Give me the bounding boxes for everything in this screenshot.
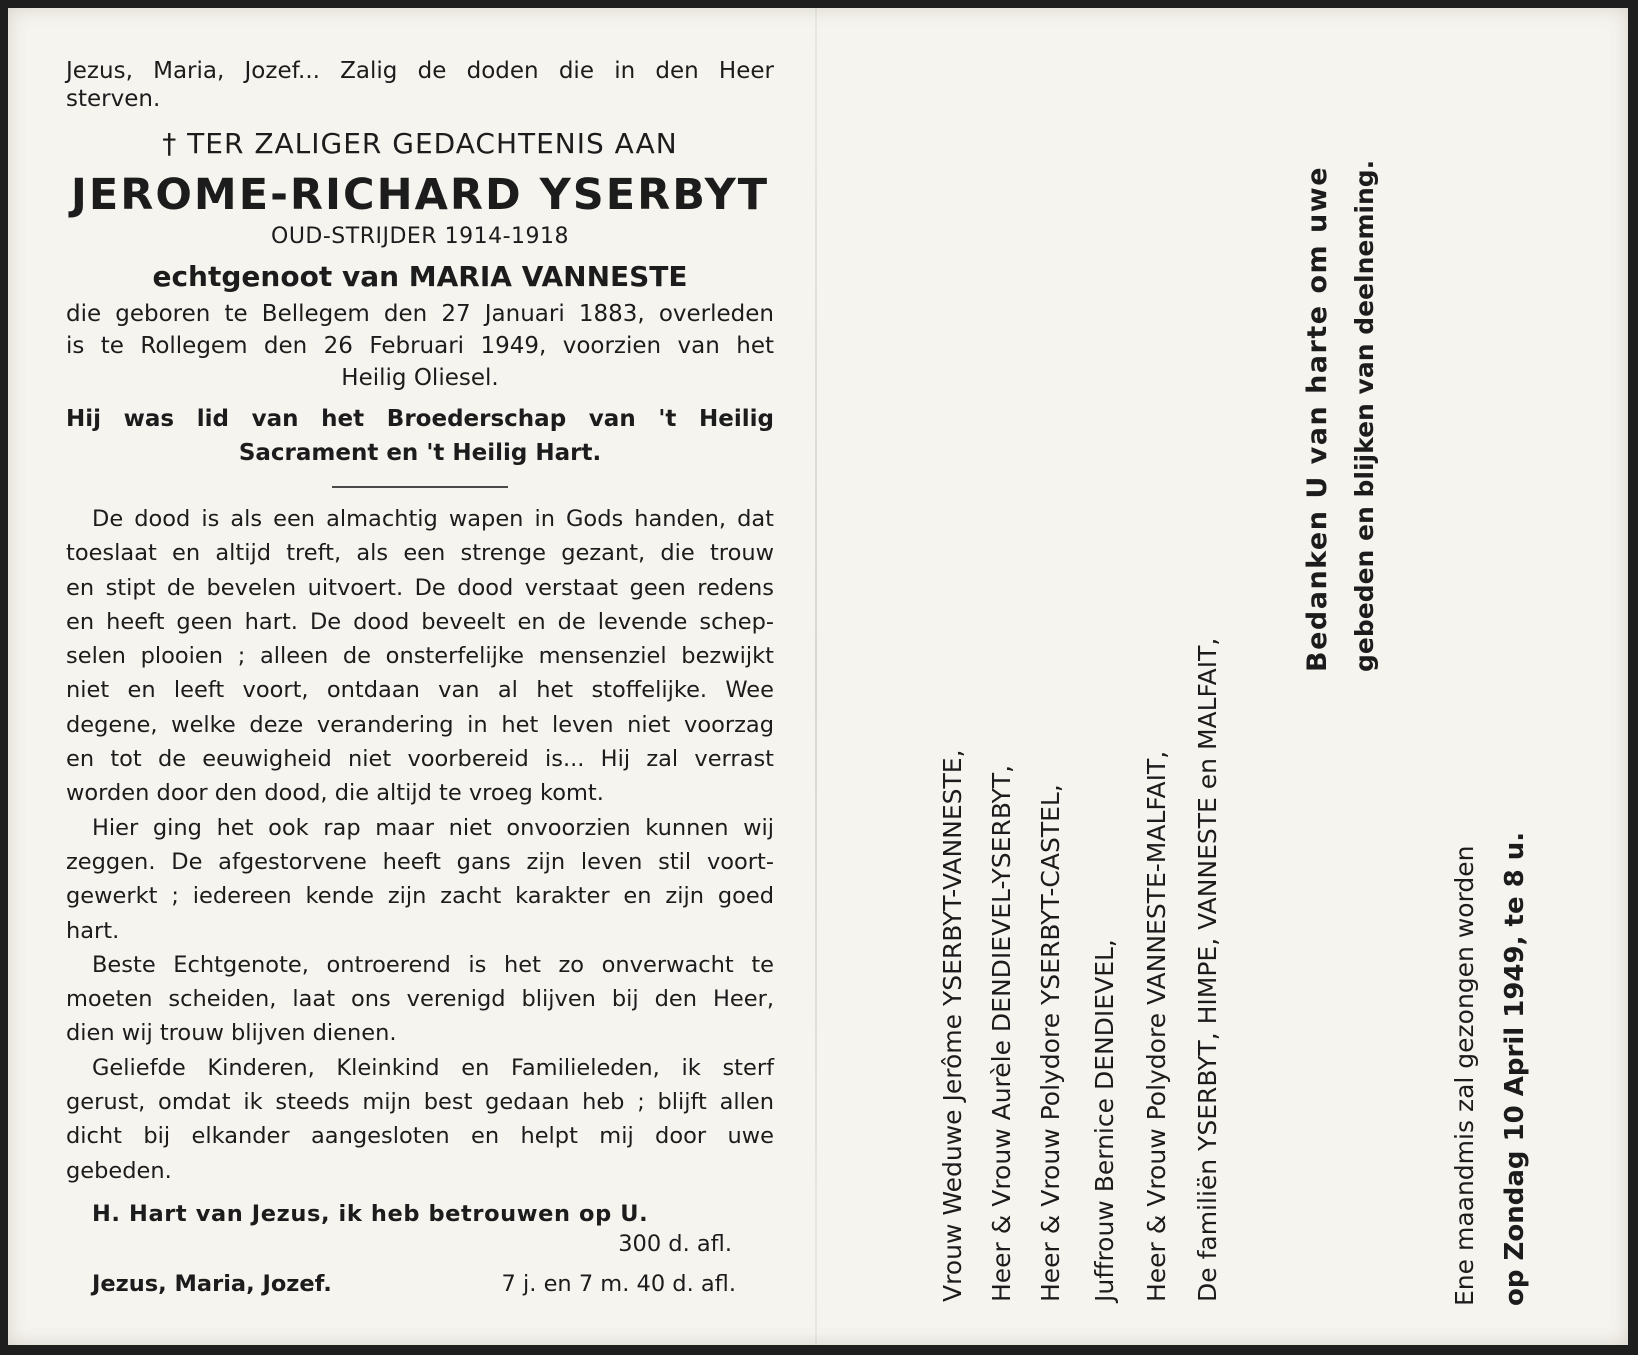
prayer-text: Jezus, Maria, Jozef. <box>92 1270 332 1297</box>
prayer-sacred-heart <box>92 1198 736 1230</box>
text-line: toeslaat en altijd treft, als een strenge gezant, die trouw <box>66 540 774 567</box>
family-line: Juffrouw Bernice DENDIEVEL, <box>1090 939 1119 1302</box>
birth-death-line: Heilig Oliesel. <box>341 365 499 391</box>
brotherhood-line: Hij was lid van het Broederschap van 't Heilig <box>66 406 774 432</box>
paragraph-family <box>66 1051 774 1188</box>
spouse-line: echtgenoot van MARIA VANNESTE <box>152 260 688 293</box>
text-line: niet en leeft voort, ontdaan van al het stoffelijke. Wee <box>66 677 774 704</box>
text-line: gerust, omdat ik steeds mijn best gedaan heb ; blijft allen <box>66 1089 774 1116</box>
family-line: Heer & Vrouw Polydore VANNESTE-MALFAIT, <box>1142 750 1171 1302</box>
text-line: gebeden. <box>66 1157 172 1184</box>
family-line: Vrouw Weduwe Jerôme YSERBYT-VANNESTE, <box>938 749 967 1302</box>
text-line: selen plooien ; alleen de onsterfelijke mensenziel bezwijkt <box>66 643 774 670</box>
text-line: Geliefde Kinderen, Kleinkind en Familieleden, ik sterf <box>92 1054 774 1081</box>
divider <box>332 486 508 488</box>
thanks-line: Bedanken U van harte om uwe <box>1302 165 1333 672</box>
text-line: dicht bij elkander aangesloten en helpt mij door uwe <box>66 1123 774 1150</box>
text-line: gewerkt ; iedereen kende zijn zacht karakter en zijn goed <box>66 883 774 910</box>
text-line: en stipt de bevelen uitvoert. De dood verstaat geen redens <box>66 574 774 601</box>
text-line: worden door den dood, die altijd te vroeg komt. <box>66 780 604 807</box>
text-line: degene, welke deze verandering in het leven niet voorzag <box>66 711 774 738</box>
mass-announcement: Ene maandmis zal gezongen worden <box>1450 845 1479 1306</box>
text-line: en tot de eeuwigheid niet voorbereid is... Hij zal verrast <box>66 746 774 773</box>
deceased-name: JEROME-RICHARD YSERBYT <box>70 170 770 220</box>
memorial-heading: † TER ZALIGER GEDACHTENIS AAN <box>162 127 678 160</box>
mass-date-text: op Zondag 10 April 1949, te 8 u. <box>1500 831 1530 1306</box>
card-fold <box>815 8 817 1345</box>
thanks-line: gebeden en blijken van deelneming. <box>1350 159 1379 672</box>
prayer-holy-family <box>92 1268 736 1300</box>
text-line: zeggen. De afgestorvene heeft gans zijn leven stil voort- <box>66 848 774 875</box>
text-line: dien wij trouw blijven dienen. <box>66 1020 397 1047</box>
birth-death-line: die geboren te Bellegem den 27 Januari 1883, overleden <box>66 301 774 327</box>
header-invocation-continued: sterven. <box>66 86 161 112</box>
family-line: De familiën YSERBYT, HIMPE, VANNESTE en MALFAIT, <box>1193 637 1222 1302</box>
header-invocation: Jezus, Maria, Jozef... Zalig de doden die in den Heer <box>66 58 774 84</box>
text-line: Beste Echtgenote, ontroerend is het zo onverwacht te <box>92 951 774 978</box>
paragraph-life <box>66 811 774 948</box>
family-line: Heer & Vrouw Polydore YSERBYT-CASTEL, <box>1036 784 1065 1302</box>
indulgence-note: 300 d. afl. <box>618 1230 732 1257</box>
veteran-line: OUD-STRIJDER 1914-1918 <box>271 224 569 249</box>
text-line: De dood is als een almachtig wapen in Gods handen, dat <box>92 506 774 532</box>
text-line: hart. <box>66 917 120 944</box>
birth-death-line: is te Rollegem den 26 Februari 1949, voorzien van het <box>66 333 774 359</box>
prayer-block <box>66 1198 774 1300</box>
text-line: moeten scheiden, laat ons verenigd blijven bij den Heer, <box>66 986 774 1013</box>
mass-date <box>1500 832 1530 1306</box>
paragraph-death <box>66 502 774 811</box>
prayer-text: H. Hart van Jezus, ik heb betrouwen op U. <box>92 1200 649 1227</box>
left-page <box>66 56 774 1300</box>
brotherhood-line: Sacrament en 't Heilig Hart. <box>238 440 602 466</box>
indulgence-note: 7 j. en 7 m. 40 d. afl. <box>501 1270 736 1297</box>
family-line: Heer & Vrouw Aurèle DENDIEVEL-YSERBYT, <box>987 764 1016 1302</box>
text-line: Hier ging het ook rap maar niet onvoorzien kunnen wij <box>92 814 774 841</box>
text-line: en heeft geen hart. De dood beveelt en de levende schep- <box>66 608 774 635</box>
paragraph-spouse <box>66 948 774 1051</box>
